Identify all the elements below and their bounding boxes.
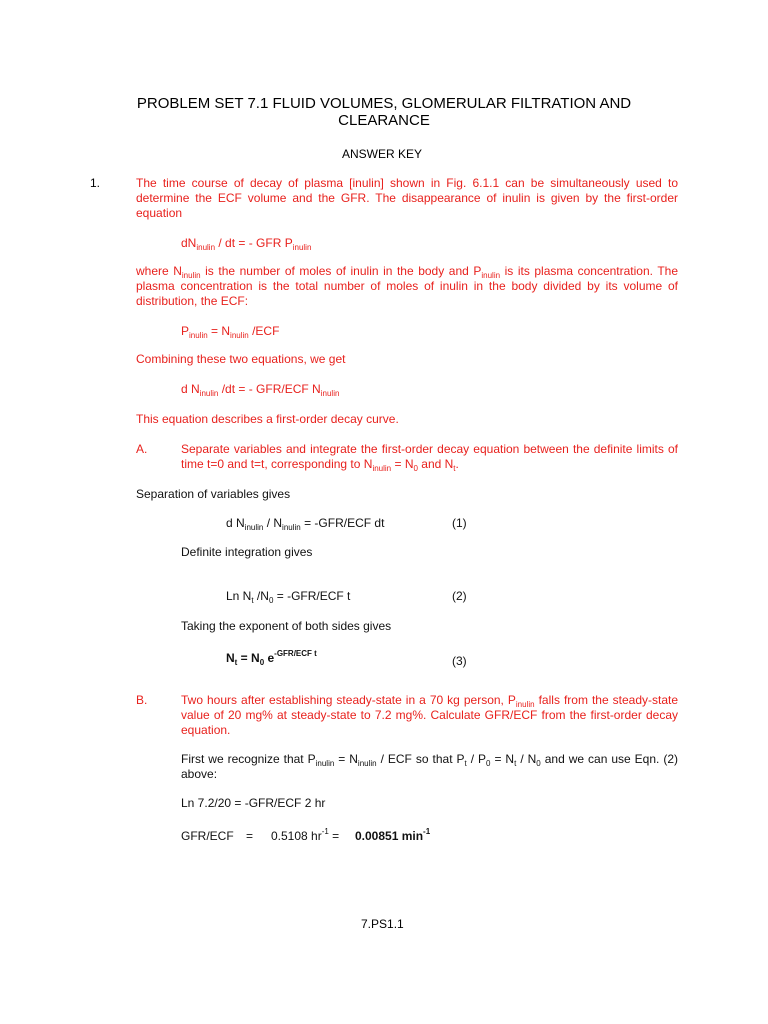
gfr-ecf-label: GFR/ECF xyxy=(181,829,234,843)
page-number: 7.PS1.1 xyxy=(361,917,404,931)
equation-p-inulin: $P_{inulin} = N_{inulin}$ /ECF xyxy=(181,324,280,340)
equation-2-number: (2) xyxy=(452,589,467,603)
gfr-ecf-equals: = xyxy=(246,829,254,843)
ln-equation: Ln 7.2/20 = -GFR/ECF 2 hr xyxy=(181,796,326,810)
equation-3: $N_t = N_0$ $e^{-GFR/ECF t}$ xyxy=(226,649,317,667)
equation-2: Ln $N_t$ $/N_0 = -GFR/ECF$ t xyxy=(226,589,351,605)
gfr-ecf-answer: 0.00851 $\min^{-1}$ xyxy=(355,827,431,843)
item1-intro: The time course of decay of plasma [inulin] shown in Fig. 6.1.1 can be simultaneously used to determine the ECF volume and the GFR. The disappearance of inulin is given by the first-order equation xyxy=(136,176,678,220)
title-line-2: CLEARANCE xyxy=(338,112,430,129)
part-b-letter: B. xyxy=(136,693,148,707)
equation-combined: d $N_{inulin}$ /dt = - GFR/ECF $N_{inulin}$ xyxy=(181,382,340,398)
separation-text: Separation of variables gives xyxy=(136,487,291,501)
part-a-question: Separate variables and integrate the first-order decay equation between the definite limits of time t=0 and t=t, corresponding to $N_{inulin} = N_0$ and $N_t$. xyxy=(181,442,678,473)
equation-1-number: (1) xyxy=(452,516,467,530)
item1-where-text: where $N_{inulin}$ is the number of moles of inulin in the body and $P_{inulin}$ is its plasma concentration. The plasma concentration is the total number of moles of inulin in the body divided by its volume of distribution, the ECF: xyxy=(136,264,678,308)
item-number-1: 1. xyxy=(90,176,101,190)
combining-text: Combining these two equations, we get xyxy=(136,352,346,366)
recognize-text: First we recognize that $P_{inulin} = N_{inulin}$ / ECF so that $P_t / P_0 = N_t / N_0$ and we can use Eqn. (2) above: xyxy=(181,752,678,781)
gfr-ecf-result: 0.5108 $hr^{-1}$ = xyxy=(271,827,340,843)
part-b-question: Two hours after establishing steady-state in a 70 kg person, $P_{inulin}$ falls from the steady-state value of 20 mg% at steady-state to 7.2 mg%. Calculate GFR/ECF from the first-order decay equation. xyxy=(181,693,679,737)
equation-dn-dt: $dN_{inulin}$ / dt = - GFR $P_{inulin}$ xyxy=(181,236,312,252)
exponent-text: Taking the exponent of both sides gives xyxy=(181,619,392,633)
title-line-1: PROBLEM SET 7.1 FLUID VOLUMES, GLOMERULAR FILTRATION AND xyxy=(136,95,632,112)
equation-3-number: (3) xyxy=(452,654,467,668)
answer-key-subtitle: ANSWER KEY xyxy=(342,147,423,161)
page-title xyxy=(100,95,668,129)
part-a-letter: A. xyxy=(136,442,148,456)
decay-description: This equation describes a first-order decay curve. xyxy=(136,412,399,426)
equation-1: d $N_{inulin} / N_{inulin} = -GFR/ECF$ dt xyxy=(226,516,385,532)
definite-integration-text: Definite integration gives xyxy=(181,545,313,559)
